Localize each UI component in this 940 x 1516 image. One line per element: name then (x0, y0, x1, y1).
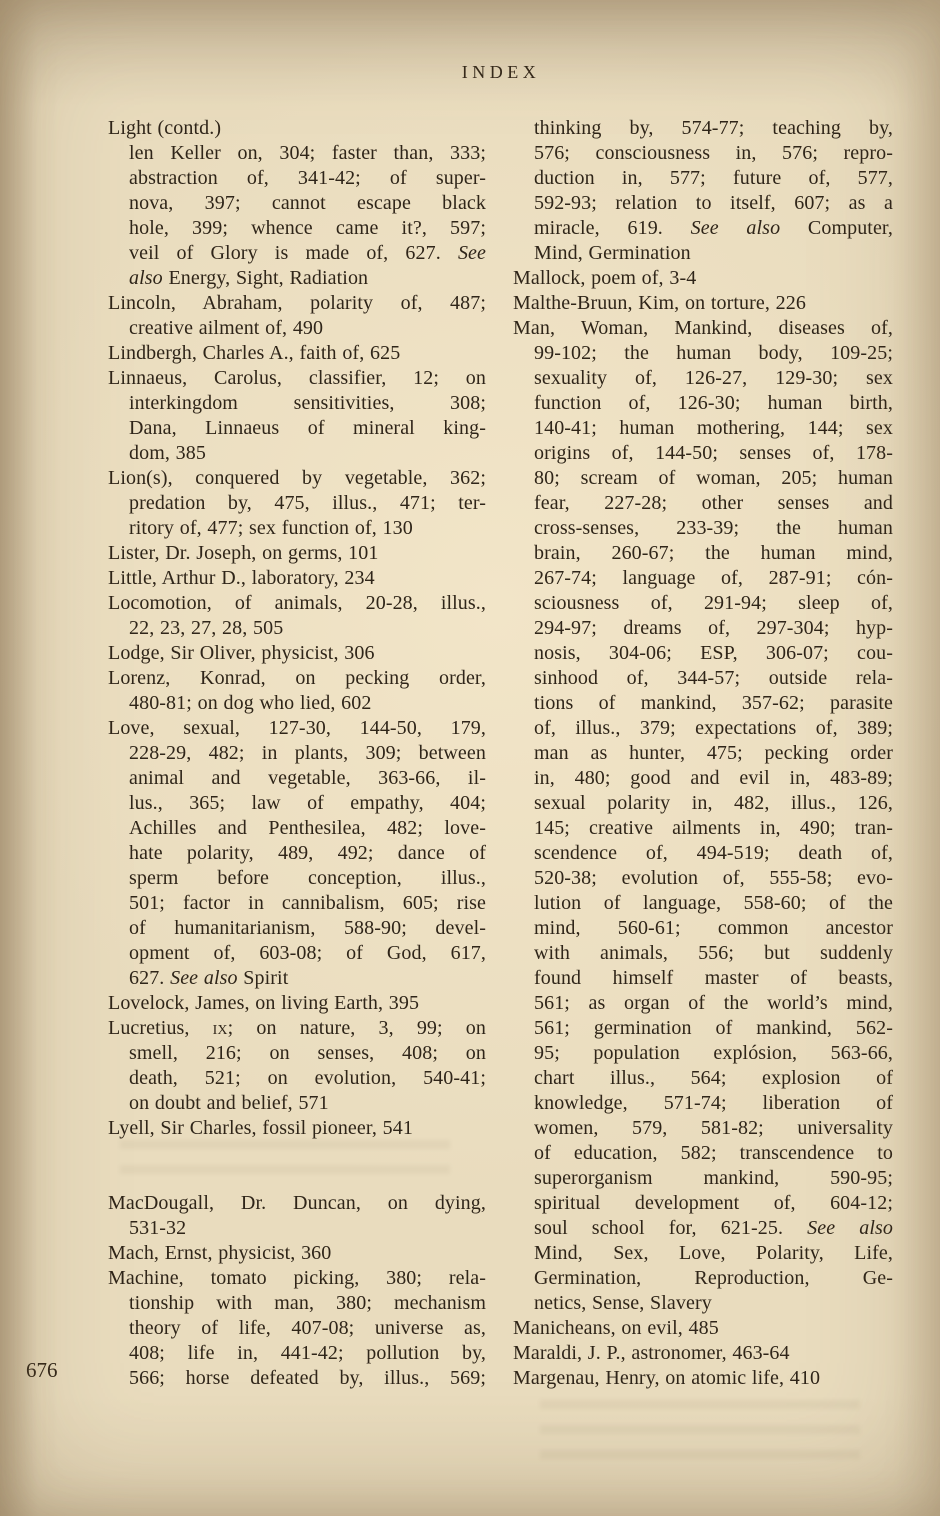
index-entry (513, 316, 893, 1316)
index-line: Germination, Reproduction, Ge- (534, 1267, 893, 1289)
index-line: found himself master of beasts, (534, 967, 893, 989)
index-line: dom, 385 (129, 442, 206, 464)
index-entry (108, 291, 486, 341)
index-line: predation by, 475, illus., 471; ter- (129, 492, 486, 514)
index-entry (513, 266, 893, 291)
index-line: 95; population explósion, 563-66, (534, 1042, 893, 1064)
index-line: Lyell, Sir Charles, fossil pioneer, 541 (108, 1117, 413, 1139)
index-line: 480-81; on dog who lied, 602 (129, 692, 372, 714)
index-line: 294-97; dreams of, 297-304; hyp- (534, 617, 893, 639)
index-entry (513, 1366, 893, 1391)
index-entry (513, 1316, 893, 1341)
index-line: Mind, Germination (534, 242, 691, 264)
index-entry (108, 641, 486, 666)
index-line: 80; scream of woman, 205; human (534, 467, 893, 489)
index-line: origins of, 144-50; senses of, 178- (534, 442, 893, 464)
index-line: 520-38; evolution of, 555-58; evo- (534, 867, 893, 889)
index-line: smell, 216; on senses, 408; on (129, 1042, 486, 1064)
index-line: Lucretius, ix; on nature, 3, 99; on (108, 1017, 486, 1039)
index-entry (108, 1266, 486, 1391)
index-line: sperm before conception, illus., (129, 867, 486, 889)
index-line: Light (contd.) (108, 117, 222, 139)
index-line: Love, sexual, 127-30, 144-50, 179, (108, 717, 486, 739)
index-line: scendence of, 494-519; death of, (534, 842, 893, 864)
index-line: 627. See also Spirit (129, 967, 289, 989)
index-line: 566; horse defeated by, illus., 569; (129, 1367, 486, 1389)
index-line: hole, 399; whence came it?, 597; (129, 217, 486, 239)
index-line: abstraction of, 341-42; of super- (129, 167, 486, 189)
index-line: Malthe-Bruun, Kim, on torture, 226 (513, 292, 806, 314)
index-line: Maraldi, J. P., astronomer, 463-64 (513, 1342, 790, 1364)
index-entry (108, 541, 486, 566)
index-entry (108, 366, 486, 466)
index-entry (108, 341, 486, 366)
index-line: nosis, 304-06; ESP, 306-07; cou- (534, 642, 893, 664)
index-line: with animals, 556; but suddenly (534, 942, 893, 964)
index-line: tionship with man, 380; mechanism (129, 1292, 486, 1314)
index-line: Man, Woman, Mankind, diseases of, (513, 317, 893, 339)
index-entry (513, 291, 893, 316)
index-line: Manicheans, on evil, 485 (513, 1317, 719, 1339)
index-line: man as hunter, 475; pecking order (534, 742, 893, 764)
index-line: mind, 560-61; common ancestor (534, 917, 893, 939)
index-line: Linnaeus, Carolus, classifier, 12; on (108, 367, 486, 389)
index-line: hate polarity, 489, 492; dance of (129, 842, 486, 864)
index-line: 576; consciousness in, 576; repro- (534, 142, 893, 164)
index-line: 99-102; the human body, 109-25; (534, 342, 893, 364)
index-line: Locomotion, of animals, 20-28, illus., (108, 592, 486, 614)
index-line: Mind, Sex, Love, Polarity, Life, (534, 1242, 893, 1264)
bleed-through-smudge (540, 1400, 860, 1475)
index-line: sexuality of, 126-27, 129-30; sex (534, 367, 893, 389)
index-line: tions of mankind, 357-62; parasite (534, 692, 893, 714)
index-line: 501; factor in cannibalism, 605; rise (129, 892, 486, 914)
index-line: chart illus., 564; explosion of (534, 1067, 893, 1089)
index-line: Lovelock, James, on living Earth, 395 (108, 992, 420, 1014)
index-line: superorganism mankind, 590-95; (534, 1167, 893, 1189)
index-line: animal and vegetable, 363-66, il- (129, 767, 486, 789)
index-line: lution of language, 558-60; of the (534, 892, 893, 914)
index-entry (513, 116, 893, 266)
index-line: function of, 126-30; human birth, (534, 392, 893, 414)
index-line: Machine, tomato picking, 380; rela- (108, 1267, 486, 1289)
index-line: Dana, Linnaeus of mineral king- (129, 417, 486, 439)
index-line: 408; life in, 441-42; pollution by, (129, 1342, 486, 1364)
index-line: 22, 23, 27, 28, 505 (129, 617, 284, 639)
index-entry (108, 566, 486, 591)
index-entry (513, 1341, 893, 1366)
index-line: fear, 227-28; other senses and (534, 492, 893, 514)
index-line: nova, 397; cannot escape black (129, 192, 486, 214)
index-entry (108, 116, 486, 291)
index-line: Lister, Dr. Joseph, on germs, 101 (108, 542, 379, 564)
index-column-right (513, 116, 893, 1391)
index-line: 531-32 (129, 1217, 187, 1239)
index-line: MacDougall, Dr. Duncan, on dying, (108, 1192, 486, 1214)
index-line: Mach, Ernst, physicist, 360 (108, 1242, 332, 1264)
index-line: interkingdom sensitivities, 308; (129, 392, 486, 414)
index-line: sinhood of, 344-57; outside rela- (534, 667, 893, 689)
index-line: cross-senses, 233-39; the human (534, 517, 893, 539)
index-line: also Energy, Sight, Radiation (129, 267, 369, 289)
index-line: thinking by, 574-77; teaching by, (534, 117, 893, 139)
index-line: Margenau, Henry, on atomic life, 410 (513, 1367, 821, 1389)
index-line: duction in, 577; future of, 577, (534, 167, 893, 189)
index-line: of education, 582; transcendence to (534, 1142, 893, 1164)
index-line: 140-41; human mothering, 144; sex (534, 417, 893, 439)
index-entry (108, 1116, 486, 1141)
index-entry (108, 466, 486, 541)
index-line: lus., 365; law of empathy, 404; (129, 792, 486, 814)
index-entry (108, 1241, 486, 1266)
index-line: len Keller on, 304; faster than, 333; (129, 142, 486, 164)
index-line: Lion(s), conquered by vegetable, 362; (108, 467, 486, 489)
index-line: creative ailment of, 490 (129, 317, 324, 339)
index-line: on doubt and belief, 571 (129, 1092, 329, 1114)
index-entry (108, 991, 486, 1016)
index-line: spiritual development of, 604-12; (534, 1192, 893, 1214)
index-entry (108, 716, 486, 991)
index-entry (108, 1016, 486, 1116)
index-line: theory of life, 407-08; universe as, (129, 1317, 486, 1339)
index-line: knowledge, 571-74; liberation of (534, 1092, 893, 1114)
index-line: Lindbergh, Charles A., faith of, 625 (108, 342, 401, 364)
index-line: opment of, 603-08; of God, 617, (129, 942, 486, 964)
index-line: ritory of, 477; sex function of, 130 (129, 517, 413, 539)
index-entry (108, 666, 486, 716)
index-line: in, 480; good and evil in, 483-89; (534, 767, 893, 789)
index-line: Achilles and Penthesilea, 482; love- (129, 817, 486, 839)
index-line: 267-74; language of, 287-91; cón- (534, 567, 893, 589)
index-line: Mallock, poem of, 3-4 (513, 267, 697, 289)
index-line: 592-93; relation to itself, 607; as a (534, 192, 893, 214)
index-entry (108, 591, 486, 641)
index-line: veil of Glory is made of, 627. See (129, 242, 486, 264)
index-line: of, illus., 379; expectations of, 389; (534, 717, 893, 739)
index-line: death, 521; on evolution, 540-41; (129, 1067, 486, 1089)
index-line: sexual polarity in, 482, illus., 126, (534, 792, 893, 814)
index-line: soul school for, 621-25. See also (534, 1217, 893, 1239)
index-line: brain, 260-67; the human mind, (534, 542, 893, 564)
index-line: sciousness of, 291-94; sleep of, (534, 592, 893, 614)
page-number: 676 (26, 1358, 58, 1382)
index-entry (108, 1191, 486, 1241)
index-line: women, 579, 581-82; universality (534, 1117, 893, 1139)
index-line: Lincoln, Abraham, polarity of, 487; (108, 292, 486, 314)
page-title: INDEX (461, 62, 541, 82)
index-line: miracle, 619. See also Computer, (534, 217, 893, 239)
index-line: Lorenz, Konrad, on pecking order, (108, 667, 486, 689)
index-column-left (108, 116, 486, 1391)
index-line: Lodge, Sir Oliver, physicist, 306 (108, 642, 375, 664)
index-line: 561; as organ of the world’s mind, (534, 992, 893, 1014)
index-line: 145; creative ailments in, 490; tran- (534, 817, 893, 839)
index-line: 228-29, 482; in plants, 309; between (129, 742, 486, 764)
index-line: Little, Arthur D., laboratory, 234 (108, 567, 375, 589)
index-line: 561; germination of mankind, 562- (534, 1017, 893, 1039)
index-line: of humanitarianism, 588-90; devel- (129, 917, 486, 939)
index-line: netics, Sense, Slavery (534, 1292, 712, 1314)
